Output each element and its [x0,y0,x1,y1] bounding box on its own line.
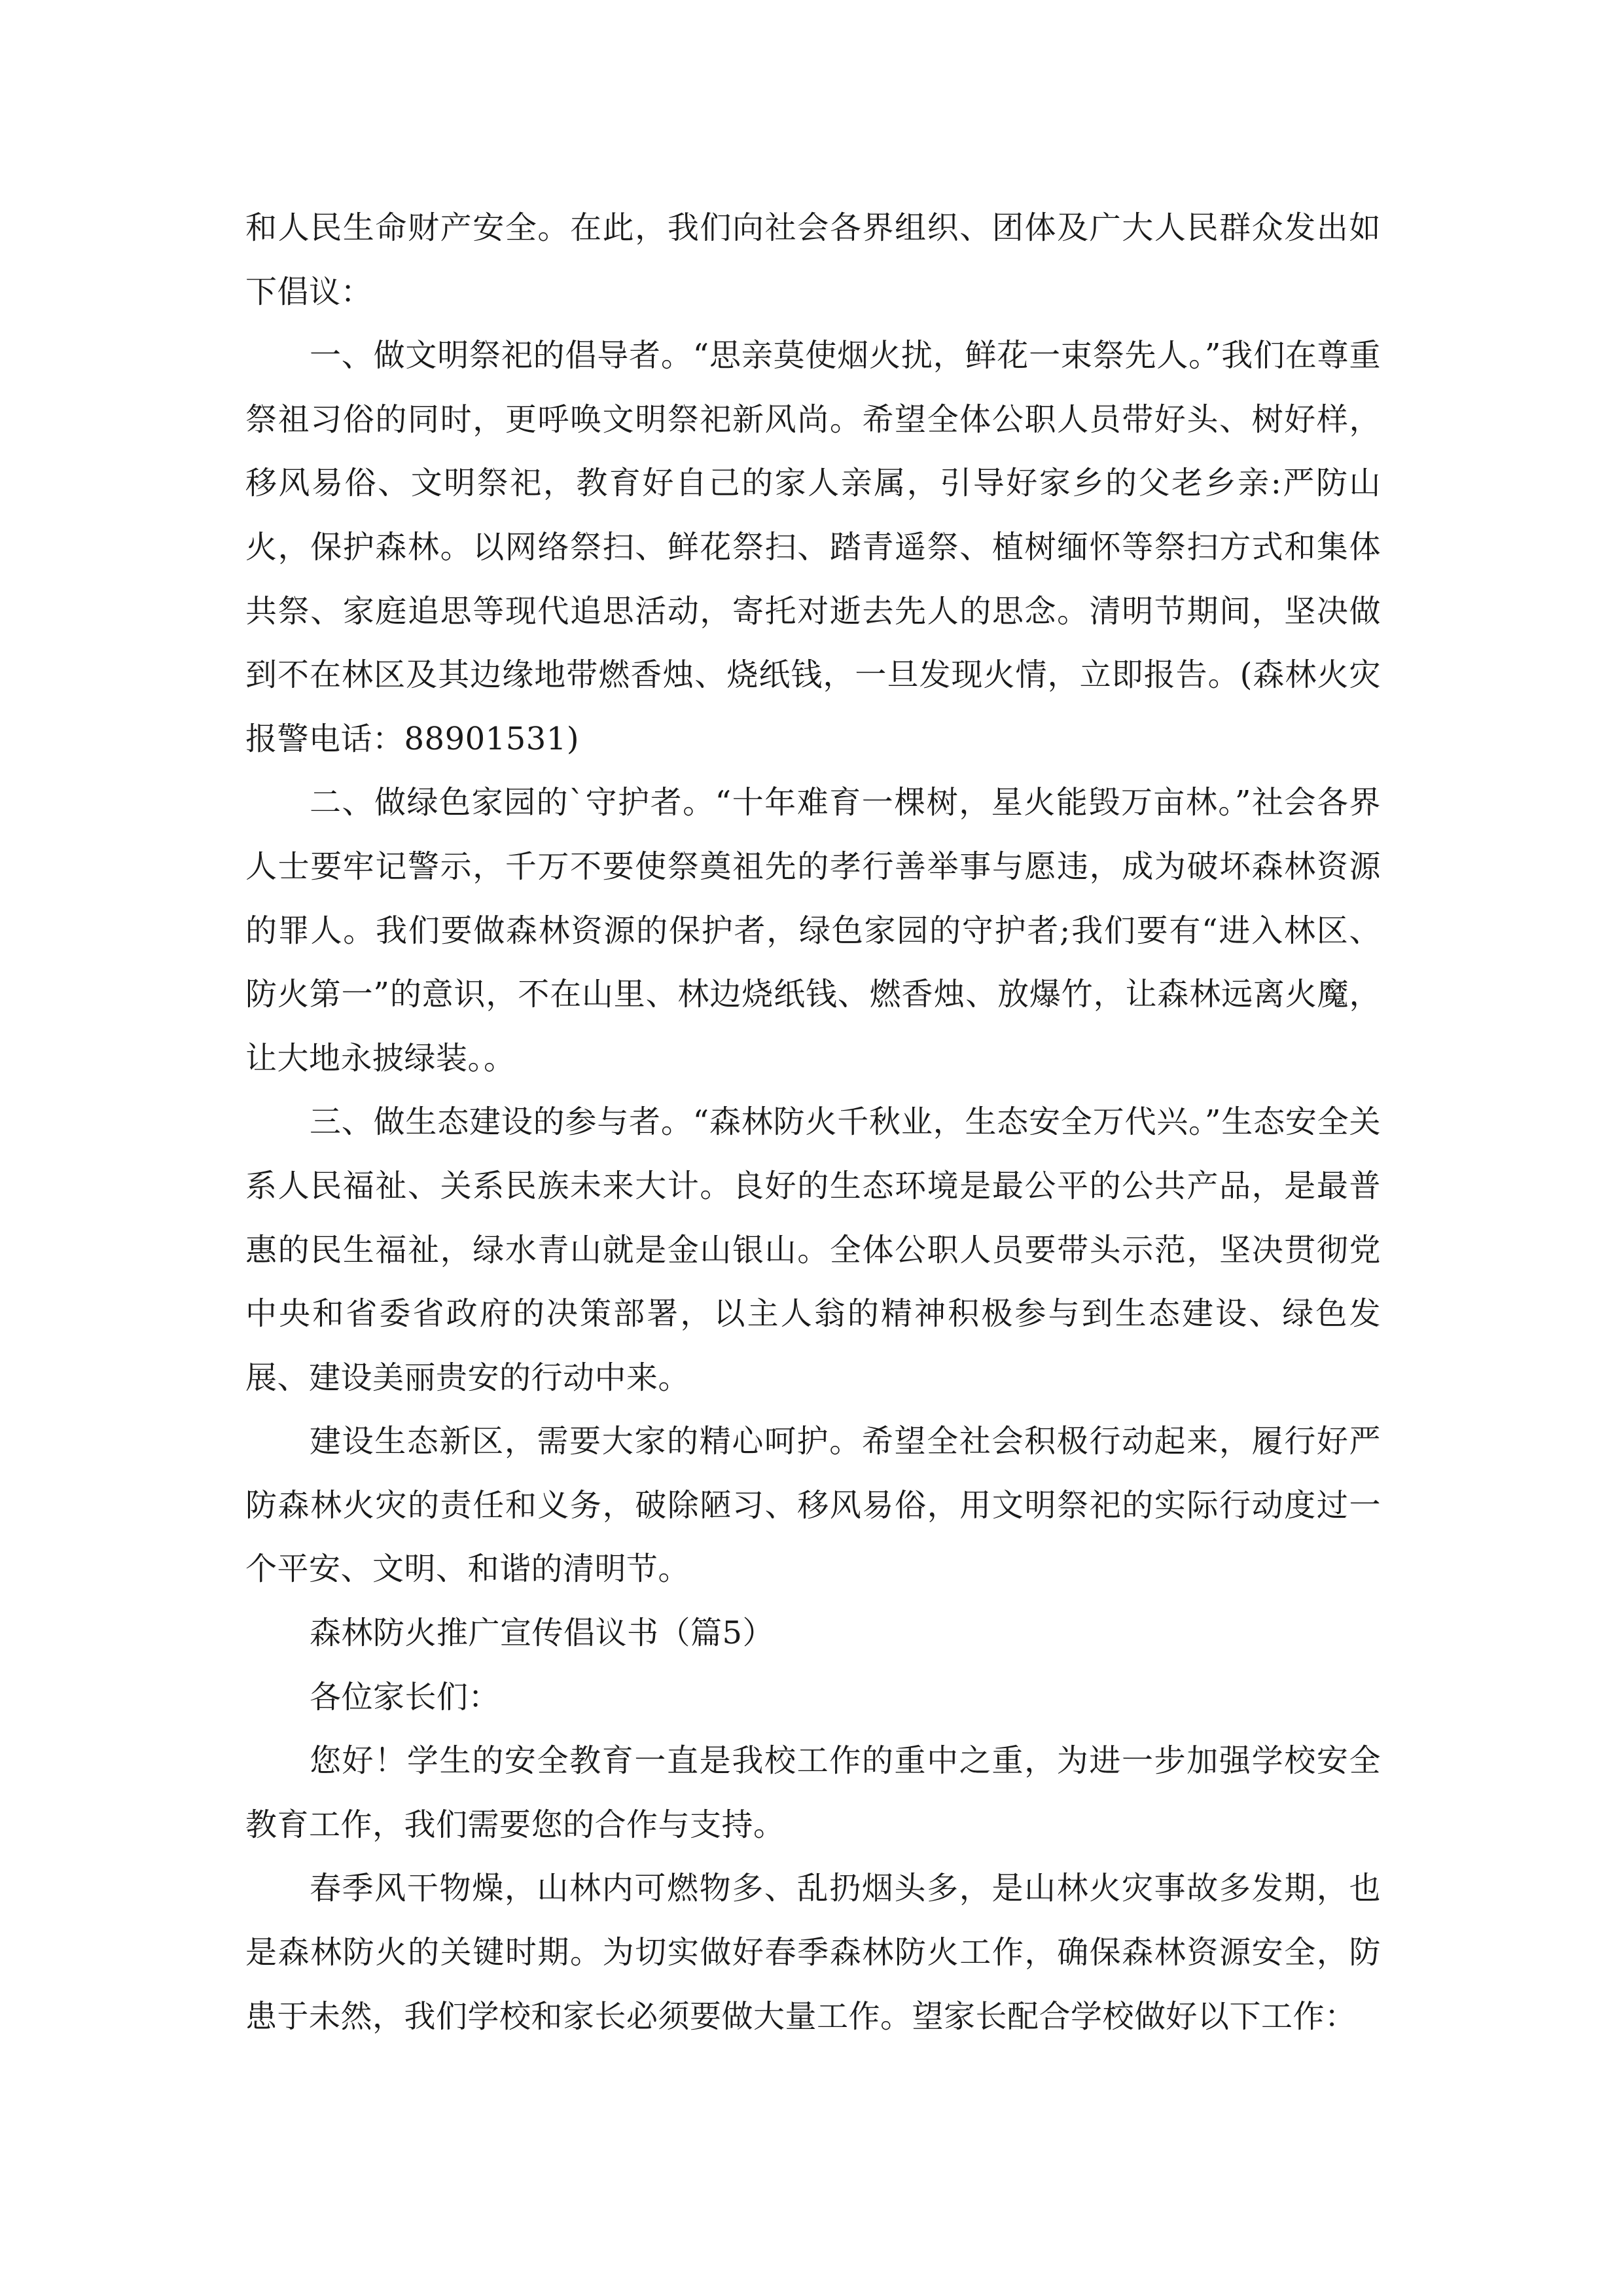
paragraph-proposal-two: 二、做绿色家园的`守护者。“十年难育一棵树，星火能毁万亩林。”社会各界人士要牢记警示，千万不要使祭奠祖先的孝行善举事与愿违，成为破坏森林资源的罪人。我们要做森林资源的保护者，绿色家园的守护者;我们要有“进入林区、防火第一”的意识，不在山里、林边烧纸钱、燃香烛、放爆竹，让森林远离火魔，让大地永披绿装。。 [245,784,1381,1077]
paragraph-greeting: 您好！学生的安全教育一直是我校工作的重中之重，为进一步加强学校安全教育工作，我们需要您的合作与支持。 [245,1742,1381,1843]
paragraph-conclusion: 建设生态新区，需要大家的精心呵护。希望全社会积极行动起来，履行好严防森林火灾的责任和义务，破除陋习、移风易俗，用文明祭祀的实际行动度过一个平安、文明、和谐的清明节。 [245,1423,1381,1588]
paragraph-continuation: 和人民生命财产安全。在此，我们向社会各界组织、团体及广大人民群众发出如下倡议： [245,209,1381,310]
document-page [245,196,1381,2049]
paragraph-proposal-one: 一、做文明祭祀的倡导者。“思亲莫使烟火扰，鲜花一束祭先人。”我们在尊重祭祖习俗的同时，更呼唤文明祭祀新风尚。希望全体公职人员带好头、树好样，移风易俗、文明祭祀，教育好自己的家人亲属，引导好家乡的父老乡亲:严防山火，保护森林。以网络祭扫、鲜花祭扫、踏青遥祭、植树缅怀等祭扫方式和集体共祭、家庭追思等现代追思活动，寄托对逝去先人的思念。清明节期间，坚决做到不在林区及其边缘地带燃香烛、烧纸钱，一旦发现火情，立即报告。(森林火灾报警电话：88901531) [245,337,1381,757]
paragraph-spring-fire-season: 春季风干物燥，山林内可燃物多、乱扔烟头多，是山林火灾事故多发期，也是森林防火的关键时期。为切实做好春季森林防火工作，确保森林资源安全，防患于未然，我们学校和家长必须要做大量工作。望家长配合学校做好以下工作： [245,1870,1381,2035]
salutation: 各位家长们： [310,1678,501,1715]
paragraph-proposal-three: 三、做生态建设的参与者。“森林防火千秋业，生态安全万代兴。”生态安全关系人民福祉、关系民族未来大计。良好的生态环境是最公平的公共产品，是最普惠的民生福祉，绿水青山就是金山银山。全体公职人员要带头示范，坚决贯彻党中央和省委省政府的决策部署，以主人翁的精神积极参与到生态建设、绿色发展、建设美丽贵安的行动中来。 [245,1103,1381,1396]
section-title-part-5: 森林防火推广宣传倡议书（篇5） [310,1615,775,1652]
